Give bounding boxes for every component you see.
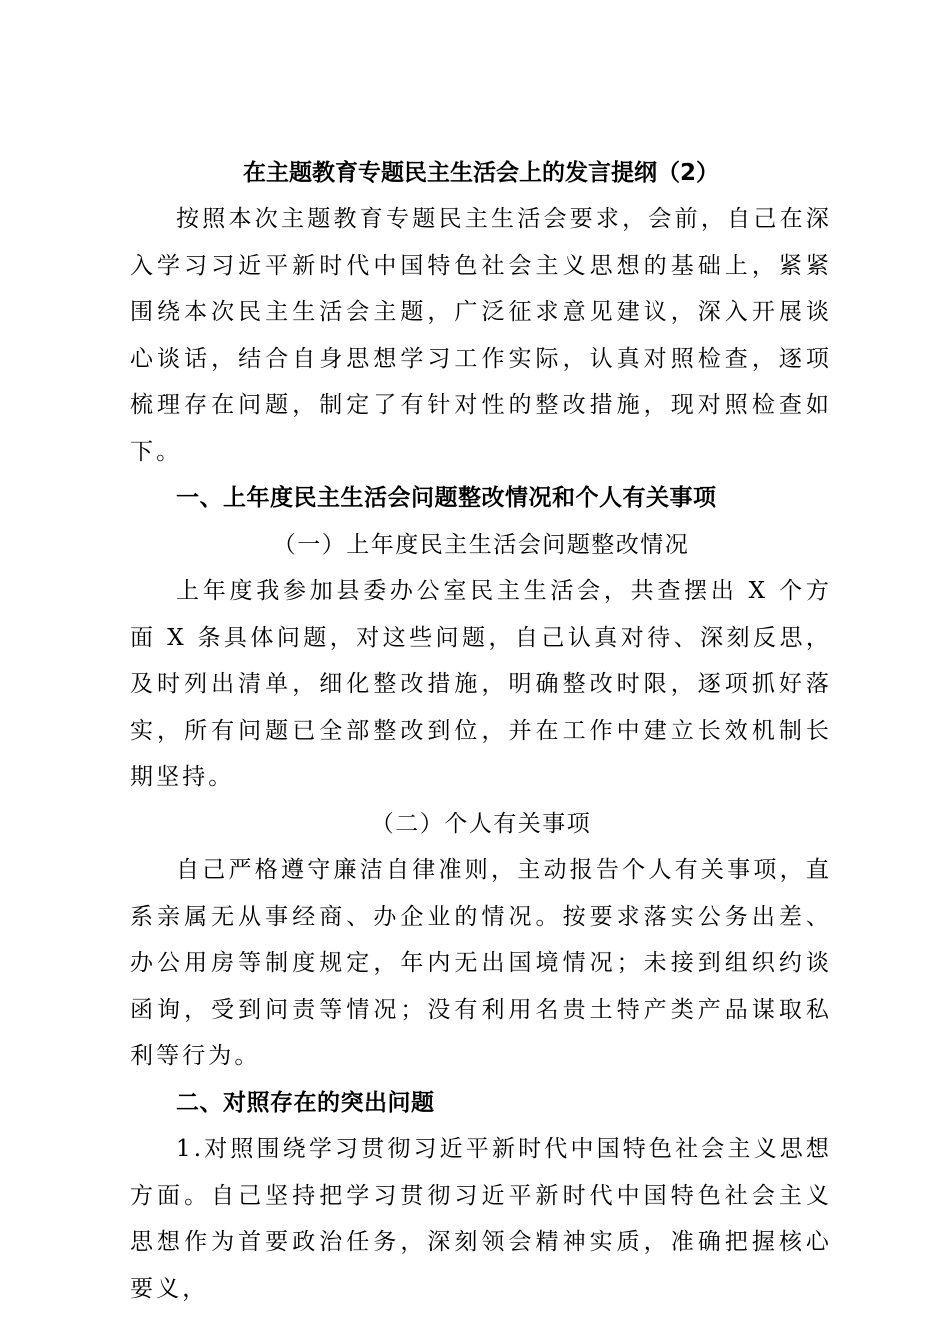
subsection-1-heading: （一）上年度民主生活会问题整改情况 <box>272 531 690 558</box>
section-1-heading: 一、上年度民主生活会问题整改情况和个人有关事项 <box>176 485 717 511</box>
subsection-1-paragraph: 上年度我参加县委办公室民主生活会，共查摆出 X 个方面 X 条具体问题，对这些问题，自己认真对待、深刻反思，及时列出清单，细化整改措施，明确整改时限，逐项抓好落实，所有问题已全部整改到位，并在工作中建立长效机制长期坚持。 <box>130 578 832 790</box>
section-2-item-1-paragraph: 1.对照围绕学习贯彻习近平新时代中国特色社会主义思想方面。自己坚持把学习贯彻习近平新时代中国特色社会主义思想作为首要政治任务，深刻领会精神实质，准确把握核心要义， <box>130 1136 832 1302</box>
section-2-heading: 二、对照存在的突出问题 <box>176 1089 435 1116</box>
document-title: 在主题教育专题民主生活会上的发言提纲（2） <box>242 160 719 186</box>
subsection-2-paragraph: 自己严格遵守廉洁自律准则，主动报告个人有关事项，直系亲属无从事经商、办企业的情况。按要求落实公务出差、办公用房等制度规定，年内无出国境情况；未接到组织约谈函询，受到问责等情况；没有利用名贵土特产类产品谋取私利等行为。 <box>130 857 832 1069</box>
intro-paragraph: 按照本次主题教育专题民主生活会要求，会前，自己在深入学习习近平新时代中国特色社会主义思想的基础上，紧紧围绕本次民主生活会主题，广泛征求意见建议，深入开展谈心谈话，结合自身思想学习工作实际，认真对照检查，逐项梳理存在问题，制定了有针对性的整改措施，现对照检查如下。 <box>130 206 832 465</box>
subsection-2-heading: （二）个人有关事项 <box>370 810 592 837</box>
document-body <box>130 150 832 1312</box>
